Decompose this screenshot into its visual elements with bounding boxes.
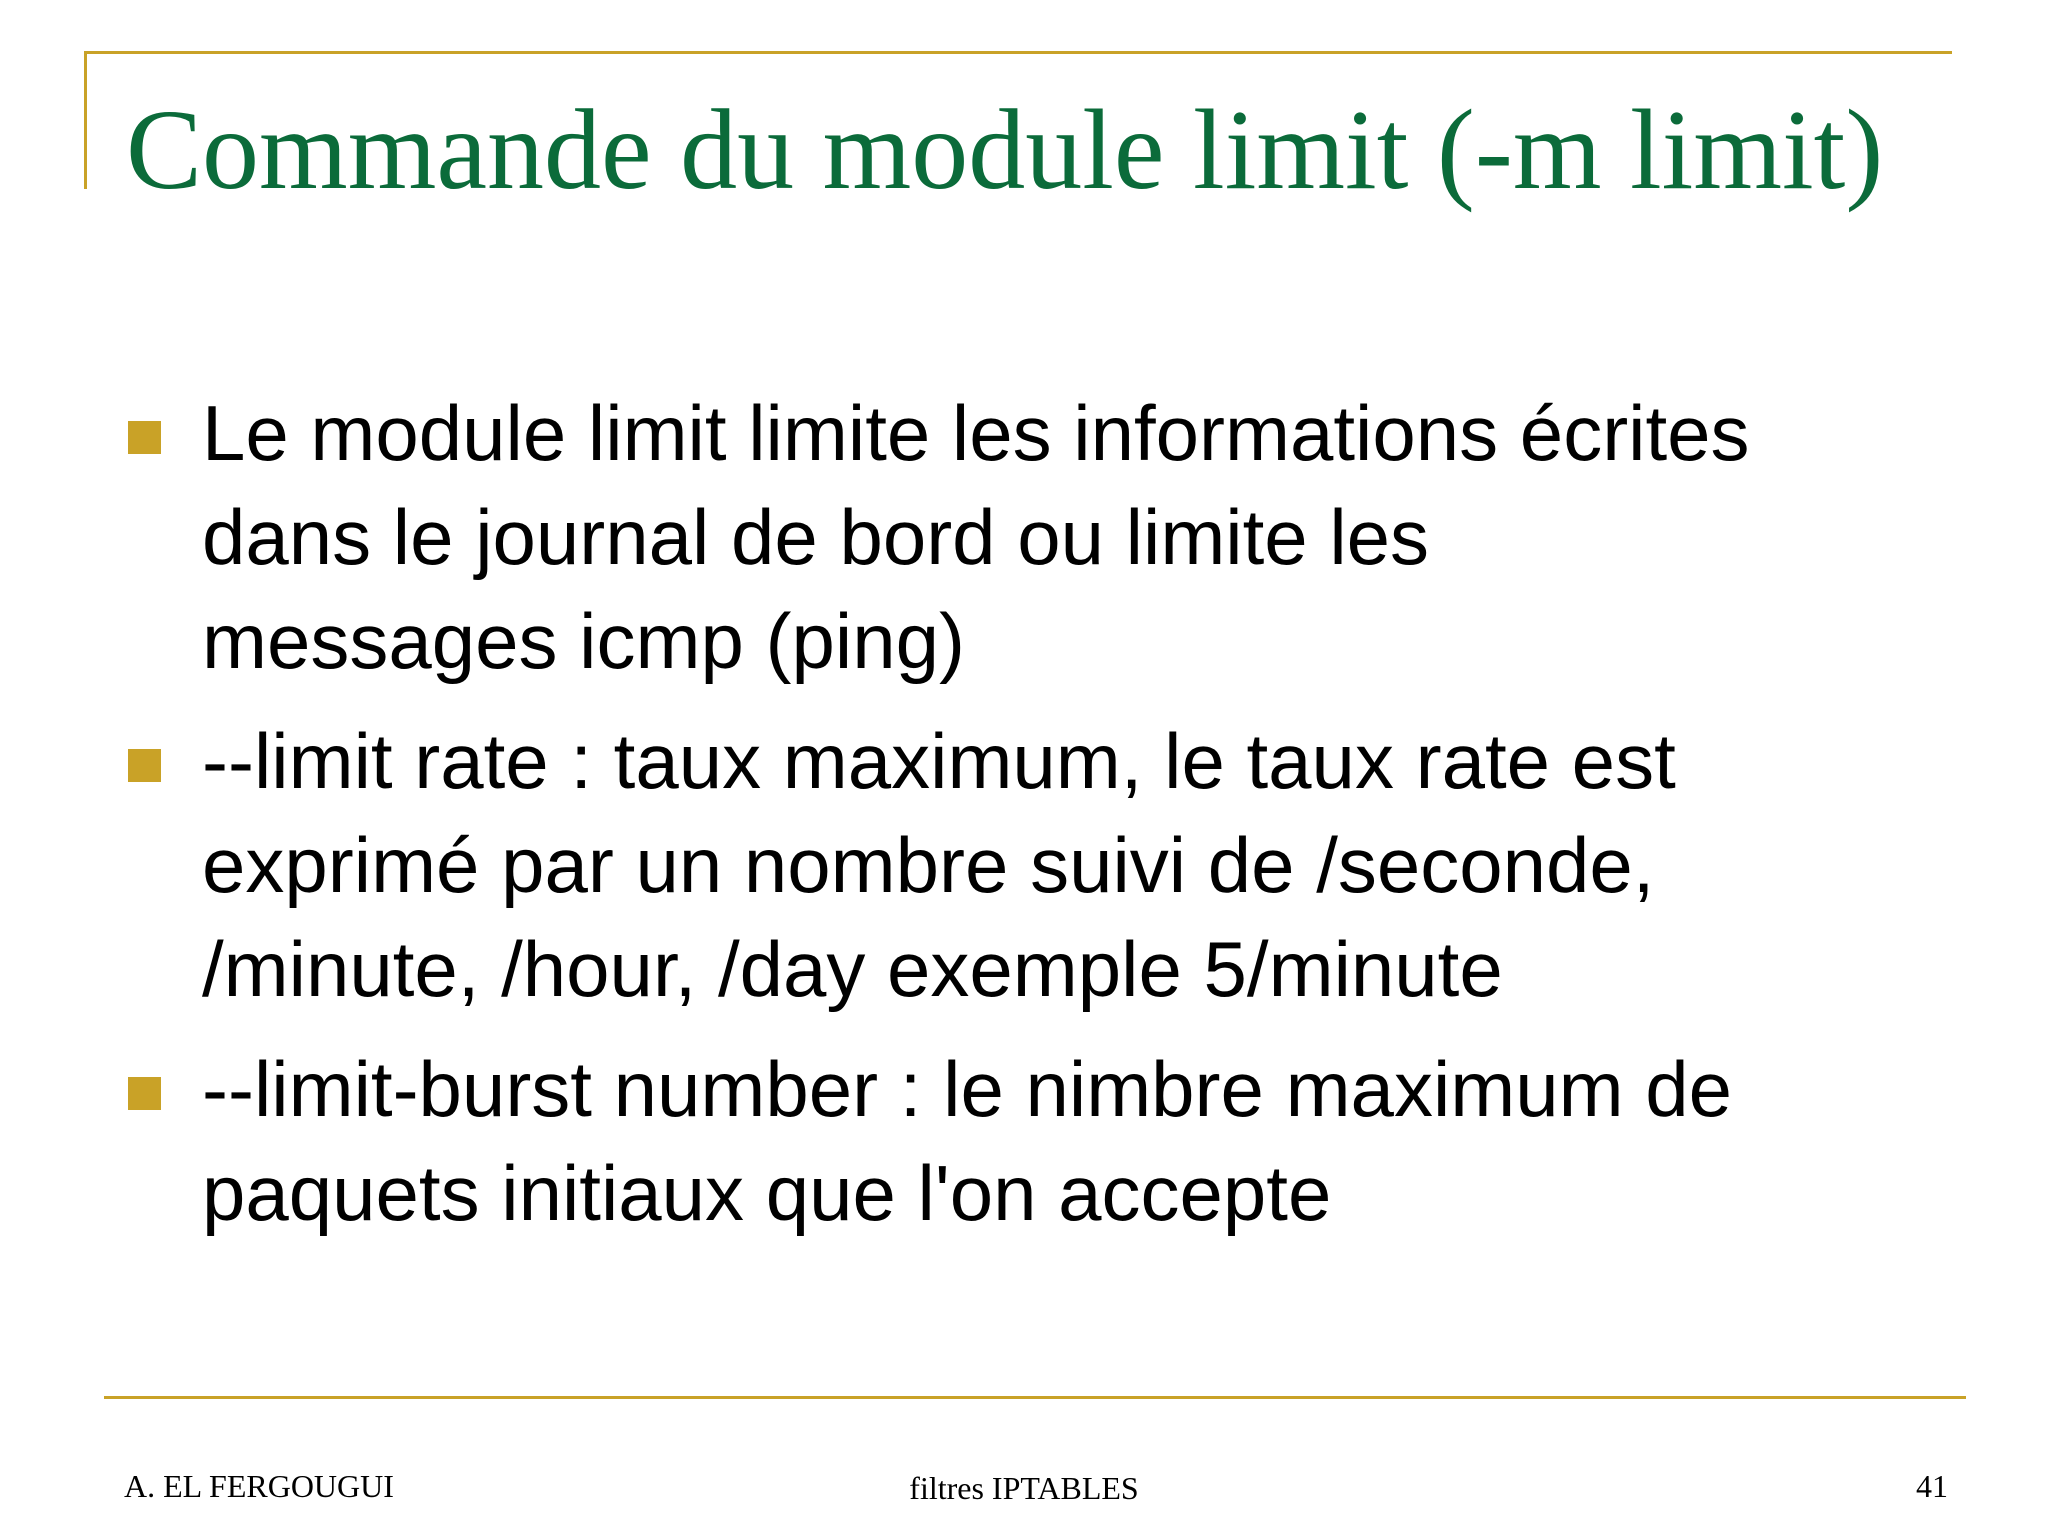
footer-page-number: 41	[1916, 1468, 1948, 1504]
slide-content	[126, 381, 1946, 1245]
bullet-text: --limit rate : taux maximum, le taux rate est exprimé par un nombre suivi de /seconde, /minute, /hour, /day exemple 5/minute	[202, 717, 1676, 1013]
footer-divider	[104, 1396, 1966, 1399]
bullet-text: Le module limit limite les informations écrites dans le journal de bord ou limite les messages icmp (ping)	[202, 389, 1750, 685]
footer-author: A. EL FERGOUGUI	[124, 1468, 394, 1504]
top-border-line	[84, 51, 1952, 54]
footer-topic: filtres IPTABLES	[909, 1470, 1139, 1506]
left-border-line	[84, 51, 87, 189]
square-bullet-icon	[128, 421, 161, 454]
bullet-text: --limit-burst number : le nimbre maximum de paquets initiaux que l'on accepte	[202, 1045, 1733, 1237]
slide-title: Commande du module limit (-m limit)	[126, 86, 1884, 213]
square-bullet-icon	[128, 749, 161, 782]
bullet-item-1	[126, 381, 1946, 693]
bullet-item-2	[126, 709, 1946, 1021]
bullet-item-3	[126, 1037, 1946, 1245]
square-bullet-icon	[128, 1077, 161, 1110]
